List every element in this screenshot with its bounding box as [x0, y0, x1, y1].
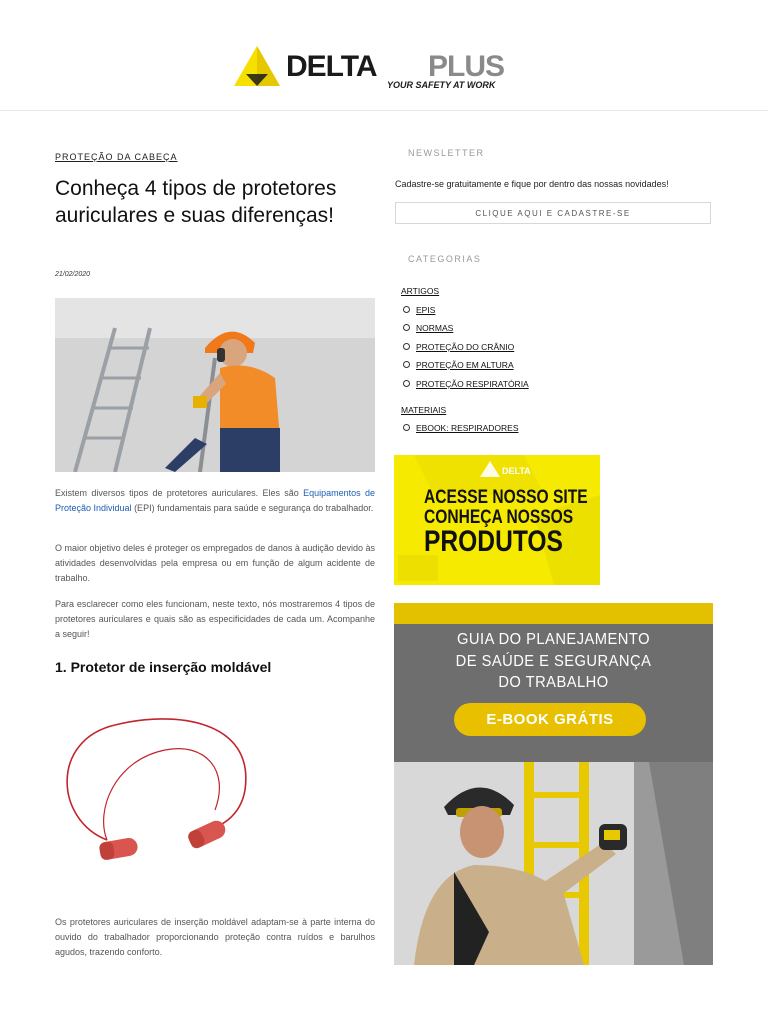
paragraph-objective: O maior objetivo deles é proteger os empregados de danos à audição devido às atividades desenvolvidas pela empresa ou em função de algum acidente de trabalho.: [55, 543, 375, 583]
category-protecao-altura-label: PROTEÇÃO EM ALTURA: [416, 360, 514, 370]
bullet-icon: [403, 424, 410, 431]
newsletter-text: Cadastre-se gratuitamente e fique por dentro das nossas novidades!: [395, 179, 669, 189]
category-artigos[interactable]: ARTIGOS: [401, 286, 440, 296]
logo-word-plus: PLUS: [428, 50, 505, 83]
guia-line-1: GUIA DO PLANEJAMENTO: [457, 631, 650, 648]
paragraph-intro-text-end: (EPI) fundamentais para saúde e segurança do trabalhador.: [131, 503, 374, 513]
categories-heading: CATEGORIAS: [408, 254, 482, 264]
banner-top-stripe: [394, 603, 713, 624]
bullet-icon: [403, 361, 410, 368]
earplug-image: [55, 700, 255, 880]
logo-triangle-icon: [232, 44, 282, 88]
newsletter-signup-button[interactable]: CLIQUE AQUI E CADASTRE-SE: [395, 202, 711, 224]
paragraph-intro: [55, 486, 375, 516]
banner-mini-logo: DELTA: [502, 466, 531, 476]
bullet-icon: [403, 306, 410, 313]
banner-acesse-site[interactable]: [394, 455, 600, 585]
guia-line-2: DE SAÚDE E SEGURANÇA: [455, 653, 652, 670]
link-epi[interactable]: Equipamentos de Proteção Individual: [55, 488, 375, 513]
hero-image-worker: [55, 298, 375, 472]
banner-line-3: PRODUTOS: [424, 525, 563, 558]
banner-worker-photo: [394, 762, 713, 965]
category-epis[interactable]: [403, 305, 435, 315]
category-ebook-respiradores-label: EBOOK: RESPIRADORES: [416, 423, 519, 433]
category-protecao-cranio-label: PROTEÇÃO DO CRÂNIO: [416, 342, 515, 352]
ebook-gratis-button[interactable]: E-BOOK GRÁTIS: [454, 703, 646, 736]
banner-ebook-guia[interactable]: [394, 603, 713, 965]
paragraph-intro-text: Existem diversos tipos de protetores auriculares. Eles são: [55, 488, 304, 498]
post-title: Conheça 4 tipos de protetores auriculares e suas diferenças!: [55, 177, 337, 227]
category-protecao-cranio[interactable]: [403, 342, 514, 352]
banner-line-2: CONHEÇA NOSSOS: [424, 507, 574, 528]
newsletter-heading: NEWSLETTER: [408, 148, 485, 158]
worker-illustration: [55, 298, 375, 472]
logo-tagline: YOUR SAFETY AT WORK: [387, 80, 496, 90]
banner-line-1: ACESSE NOSSO SITE: [424, 487, 588, 508]
category-protecao-respiratoria-label: PROTEÇÃO RESPIRATÓRIA: [416, 379, 529, 389]
category-protecao-altura[interactable]: [403, 360, 514, 370]
category-protecao-respiratoria[interactable]: [403, 379, 529, 389]
paragraph-explain: Para esclarecer como eles funcionam, neste texto, nós mostraremos 4 tipos de protetores auriculares e quais são as especificidades de cada um. Acompanhe a seguir!: [55, 599, 375, 639]
bullet-icon: [403, 324, 410, 331]
category-epis-label: EPIS: [416, 305, 436, 315]
paragraph-earplug-desc: Os protetores auriculares de inserção moldável adaptam-se à parte interna do ouvido do trabalhador proporcionando proteção contra ruídos e barulhos agudos, trazendo conforto.: [55, 917, 375, 957]
section-heading-1: 1. Protetor de inserção moldável: [55, 659, 272, 675]
deltaplus-logo[interactable]: [232, 44, 542, 92]
climbing-worker-illustration: [394, 762, 713, 965]
category-normas-label: NORMAS: [416, 323, 454, 333]
logo-word-delta: DELTA: [286, 50, 377, 83]
post-date: 21/02/2020: [55, 271, 91, 278]
category-materiais[interactable]: MATERIAIS: [401, 405, 447, 415]
post-category-link[interactable]: PROTEÇÃO DA CABEÇA: [55, 152, 178, 162]
category-normas[interactable]: [403, 323, 453, 333]
bullet-icon: [403, 343, 410, 350]
guia-line-3: DO TRABALHO: [498, 674, 609, 691]
category-ebook-respiradores[interactable]: [403, 423, 519, 433]
bullet-icon: [403, 380, 410, 387]
site-header: [0, 0, 768, 111]
corded-earplug-icon: [55, 700, 255, 880]
